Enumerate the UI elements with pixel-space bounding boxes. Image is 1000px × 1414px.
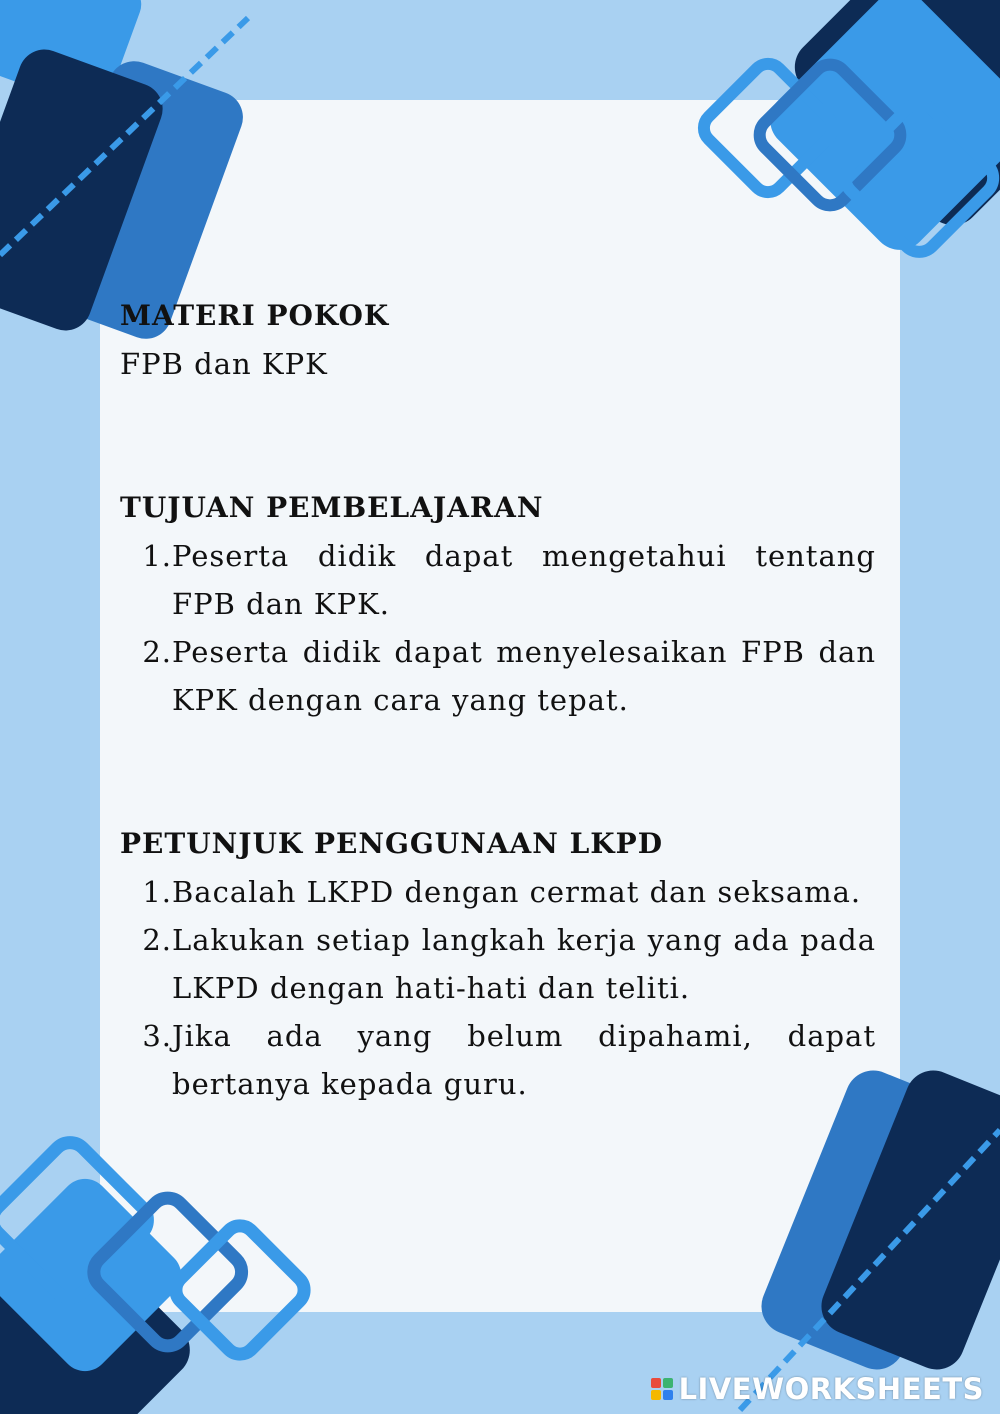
- list-text: Bacalah LKPD dengan cermat dan seksama.: [172, 875, 862, 909]
- section-materi-pokok: [120, 292, 876, 388]
- spacer: [120, 388, 876, 484]
- materi-text: FPB dan KPK: [120, 347, 328, 381]
- tujuan-list: [120, 532, 876, 724]
- petunjuk-list: [120, 868, 876, 1108]
- list-text: Peserta didik dapat menyelesaikan FPB dan KPK dengan cara yang tepat.: [172, 635, 876, 717]
- section-tujuan-pembelajaran: [120, 484, 876, 724]
- logo-square-yellow: [651, 1390, 661, 1400]
- liveworksheets-watermark[interactable]: [651, 1372, 984, 1406]
- list-number: 1.: [142, 875, 172, 909]
- liveworksheets-logo-icon: [651, 1378, 673, 1400]
- list-item: [120, 916, 876, 1012]
- section-petunjuk-penggunaan: [120, 820, 876, 1108]
- list-number: 2.: [142, 923, 172, 957]
- logo-square-green: [663, 1378, 673, 1388]
- petunjuk-heading: PETUNJUK PENGGUNAAN LKPD: [120, 827, 663, 860]
- list-item: [120, 1012, 876, 1108]
- bottom-left-ornament: [0, 1135, 311, 1414]
- list-item: [120, 868, 876, 916]
- logo-square-blue: [663, 1390, 673, 1400]
- materi-heading: MATERI POKOK: [120, 299, 390, 332]
- list-number: 1.: [142, 539, 172, 573]
- list-item: [120, 532, 876, 628]
- list-number: 3.: [142, 1019, 172, 1053]
- list-text: Lakukan setiap langkah kerja yang ada pada LKPD dengan hati-hati dan teliti.: [172, 923, 876, 1005]
- list-text: Peserta didik dapat mengetahui tentang FPB dan KPK.: [172, 539, 876, 621]
- spacer: [120, 724, 876, 820]
- top-right-ornament: [697, 0, 1000, 261]
- list-number: 2.: [142, 635, 172, 669]
- document-body: [120, 292, 876, 1108]
- bottom-right-ornament: [740, 1062, 1000, 1410]
- watermark-text: LIVEWORKSHEETS: [678, 1372, 984, 1406]
- list-item: [120, 628, 876, 724]
- tujuan-heading: TUJUAN PEMBELAJARAN: [120, 491, 544, 524]
- list-text: Jika ada yang belum dipahami, dapat bertanya kepada guru.: [172, 1019, 876, 1101]
- logo-square-red: [651, 1378, 661, 1388]
